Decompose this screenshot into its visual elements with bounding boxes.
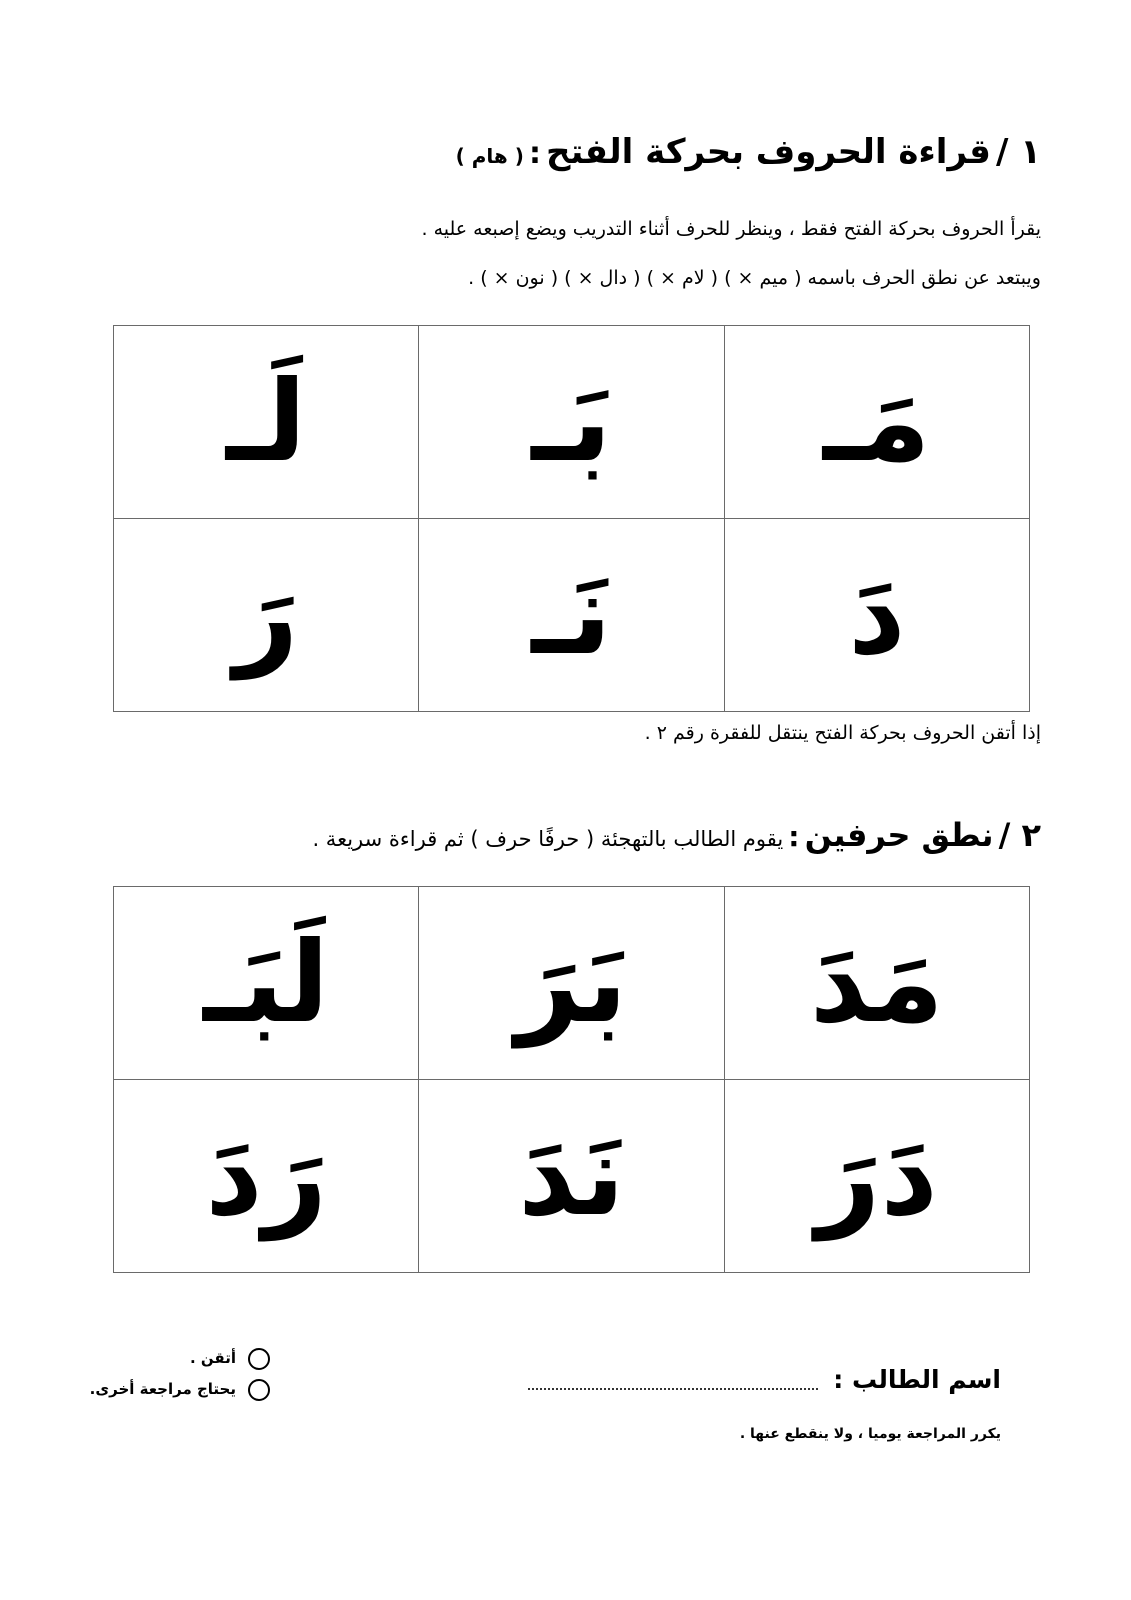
- pair-cell: رَدَ: [114, 1080, 419, 1273]
- letter-cell: مَـ: [724, 326, 1029, 519]
- needs-review-label: يحتاج مراجعة أخرى.: [89, 1380, 236, 1398]
- pair-cell: مَدَ: [724, 887, 1029, 1080]
- section1-after-note: إذا أتقن الحروف بحركة الفتح ينتقل للفقرة رقم ٢ .: [644, 722, 1041, 744]
- letter-cell: رَ: [114, 519, 419, 712]
- section1-instruction-2: ويبتعد عن نطق الحرف باسمه ( ميم × ) ( لام × ) ( دال × ) ( نون × ) .: [468, 267, 1041, 289]
- pair-cell: لَبَـ: [114, 887, 419, 1080]
- section2-description: يقوم الطالب بالتهجئة ( حرفًا حرف ) ثم قراءة سريعة .: [312, 827, 784, 851]
- section2-heading: نطق حرفين: [804, 816, 994, 854]
- section2-title: [312, 816, 1041, 854]
- student-name-label: اسم الطالب :: [833, 1365, 1001, 1394]
- section1-note: ( هام ): [455, 144, 524, 168]
- pair-cell: بَرَ: [419, 887, 724, 1080]
- pair-cell: نَدَ: [419, 1080, 724, 1273]
- pairs-row-1: [114, 887, 1030, 1080]
- section1-colon: :: [528, 136, 541, 171]
- mastered-checkbox[interactable]: [248, 1348, 270, 1370]
- section1-heading: قراءة الحروف بحركة الفتح: [546, 132, 991, 172]
- student-name-field[interactable]: [528, 1378, 818, 1390]
- section2-colon: :: [788, 820, 800, 853]
- letter-cell: بَـ: [419, 326, 724, 519]
- letter-cell: نَـ: [419, 519, 724, 712]
- section1-title: [456, 132, 1041, 172]
- mastered-label: أتقن .: [190, 1349, 236, 1367]
- pairs-grid: [113, 886, 1030, 1273]
- pairs-row-2: [114, 1080, 1030, 1273]
- letters-row-1: [114, 326, 1030, 519]
- letter-cell: لَـ: [114, 326, 419, 519]
- student-name-row: [528, 1365, 1001, 1394]
- section1-instruction-1: يقرأ الحروف بحركة الفتح فقط ، وينظر للحرف أثناء التدريب ويضع إصبعه عليه .: [421, 218, 1041, 240]
- section2-number: ٢ /: [998, 816, 1041, 854]
- letters-grid: [113, 325, 1030, 712]
- section1-number: ١ /: [995, 132, 1041, 172]
- daily-review-note: يكرر المراجعة يوميا ، ولا ينقطع عنها .: [739, 1426, 1001, 1442]
- letter-cell: دَ: [724, 519, 1029, 712]
- pair-cell: دَرَ: [724, 1080, 1029, 1273]
- letters-row-2: [114, 519, 1030, 712]
- needs-review-checkbox[interactable]: [248, 1379, 270, 1401]
